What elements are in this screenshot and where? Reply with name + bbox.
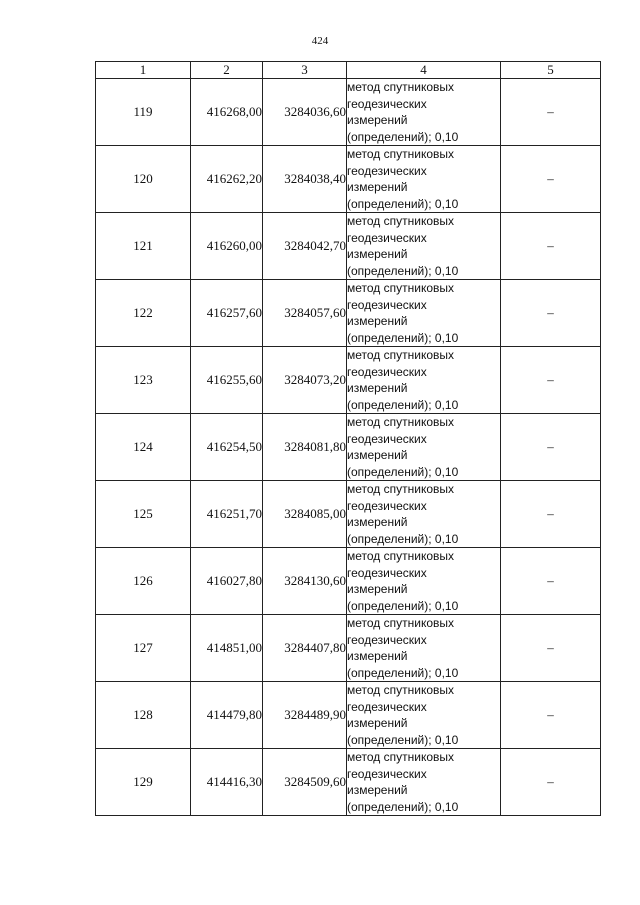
method-cell: метод спутниковых геодезических измерений (определений); 0,10 <box>347 347 501 414</box>
y-coordinate-cell: 3284130,60 <box>263 548 347 615</box>
method-cell: метод спутниковых геодезических измерений (определений); 0,10 <box>347 146 501 213</box>
x-coordinate-cell: 416268,00 <box>191 79 263 146</box>
point-number-cell: 124 <box>96 414 191 481</box>
table-row <box>96 280 601 347</box>
note-cell: – <box>501 414 601 481</box>
method-cell: метод спутниковых геодезических измерений (определений); 0,10 <box>347 481 501 548</box>
table-row <box>96 213 601 280</box>
point-number-cell: 120 <box>96 146 191 213</box>
x-coordinate-cell: 416257,60 <box>191 280 263 347</box>
y-coordinate-cell: 3284509,60 <box>263 749 347 816</box>
note-cell: – <box>501 481 601 548</box>
x-coordinate-cell: 416262,20 <box>191 146 263 213</box>
method-cell: метод спутниковых геодезических измерений (определений); 0,10 <box>347 615 501 682</box>
point-number-cell: 126 <box>96 548 191 615</box>
method-cell: метод спутниковых геодезических измерений (определений); 0,10 <box>347 213 501 280</box>
note-cell: – <box>501 347 601 414</box>
y-coordinate-cell: 3284073,20 <box>263 347 347 414</box>
point-number-cell: 128 <box>96 682 191 749</box>
point-number-cell: 123 <box>96 347 191 414</box>
x-coordinate-cell: 416255,60 <box>191 347 263 414</box>
point-number-cell: 129 <box>96 749 191 816</box>
x-coordinate-cell: 416251,70 <box>191 481 263 548</box>
column-header-4: 4 <box>347 62 501 79</box>
note-cell: – <box>501 548 601 615</box>
table-row <box>96 548 601 615</box>
point-number-cell: 125 <box>96 481 191 548</box>
x-coordinate-cell: 414416,30 <box>191 749 263 816</box>
note-cell: – <box>501 615 601 682</box>
x-coordinate-cell: 414479,80 <box>191 682 263 749</box>
table-row <box>96 146 601 213</box>
table-row <box>96 481 601 548</box>
note-cell: – <box>501 79 601 146</box>
y-coordinate-cell: 3284407,80 <box>263 615 347 682</box>
table-row <box>96 79 601 146</box>
y-coordinate-cell: 3284042,70 <box>263 213 347 280</box>
column-header-5: 5 <box>501 62 601 79</box>
y-coordinate-cell: 3284038,40 <box>263 146 347 213</box>
note-cell: – <box>501 280 601 347</box>
note-cell: – <box>501 682 601 749</box>
column-header-2: 2 <box>191 62 263 79</box>
x-coordinate-cell: 416260,00 <box>191 213 263 280</box>
table-header-row <box>96 62 601 79</box>
y-coordinate-cell: 3284057,60 <box>263 280 347 347</box>
note-cell: – <box>501 749 601 816</box>
column-header-3: 3 <box>263 62 347 79</box>
method-cell: метод спутниковых геодезических измерений (определений); 0,10 <box>347 79 501 146</box>
page-number: 424 <box>311 35 329 47</box>
y-coordinate-cell: 3284036,60 <box>263 79 347 146</box>
y-coordinate-cell: 3284085,00 <box>263 481 347 548</box>
note-cell: – <box>501 213 601 280</box>
x-coordinate-cell: 414851,00 <box>191 615 263 682</box>
column-header-1: 1 <box>96 62 191 79</box>
x-coordinate-cell: 416027,80 <box>191 548 263 615</box>
table-row <box>96 682 601 749</box>
point-number-cell: 122 <box>96 280 191 347</box>
table-row <box>96 749 601 816</box>
method-cell: метод спутниковых геодезических измерений (определений); 0,10 <box>347 280 501 347</box>
y-coordinate-cell: 3284081,80 <box>263 414 347 481</box>
x-coordinate-cell: 416254,50 <box>191 414 263 481</box>
y-coordinate-cell: 3284489,90 <box>263 682 347 749</box>
table-row <box>96 414 601 481</box>
table-row <box>96 615 601 682</box>
method-cell: метод спутниковых геодезических измерений (определений); 0,10 <box>347 548 501 615</box>
table-row <box>96 347 601 414</box>
method-cell: метод спутниковых геодезических измерений (определений); 0,10 <box>347 414 501 481</box>
point-number-cell: 127 <box>96 615 191 682</box>
method-cell: метод спутниковых геодезических измерений (определений); 0,10 <box>347 749 501 816</box>
note-cell: – <box>501 146 601 213</box>
method-cell: метод спутниковых геодезических измерений (определений); 0,10 <box>347 682 501 749</box>
point-number-cell: 121 <box>96 213 191 280</box>
point-number-cell: 119 <box>96 79 191 146</box>
coordinates-table <box>95 61 601 816</box>
